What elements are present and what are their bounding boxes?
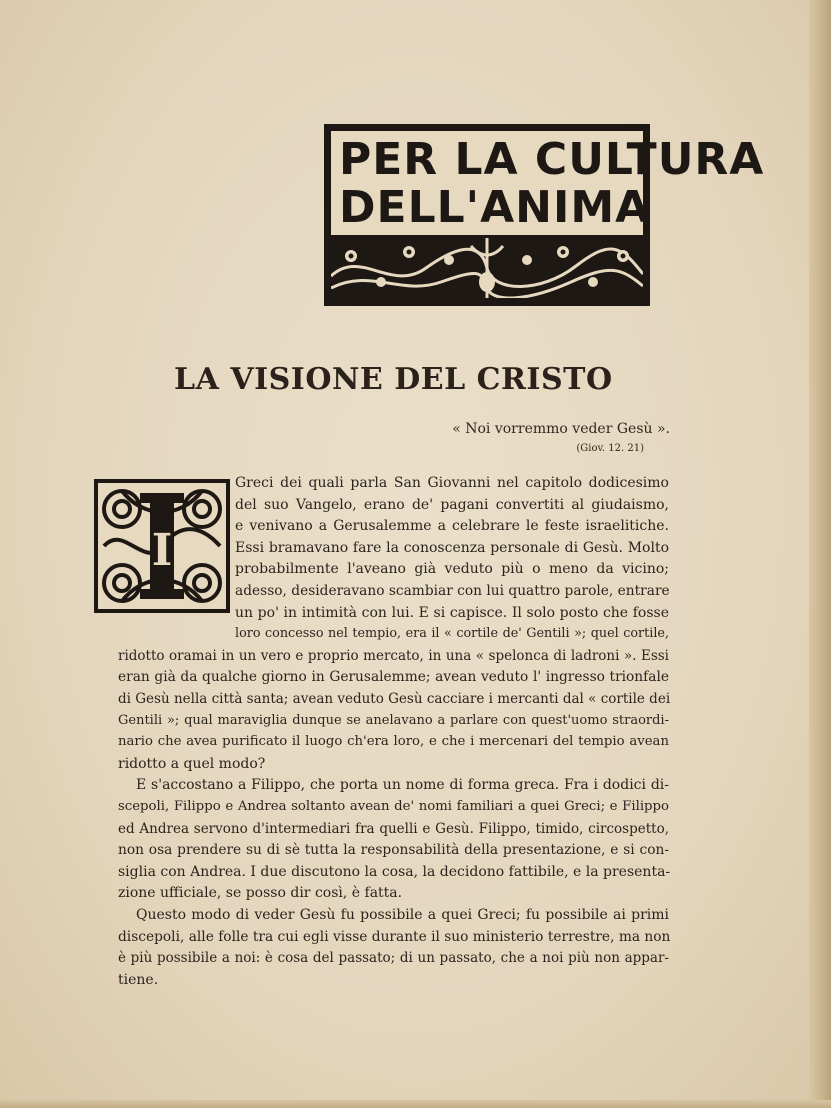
masthead-title-panel <box>331 131 765 235</box>
body-line: loro concesso nel tempio, era il « cortile de' Gentili »; quel cortile, <box>235 626 669 642</box>
body-line: E s'accostano a Filippo, che porta un nome di forma greca. Fra i dodici di- <box>136 777 669 794</box>
body-line: ed Andrea servono d'intermediari fra quelli e Gesù. Filippo, timido, circospetto, <box>118 820 669 837</box>
page-edge-bottom <box>0 1100 831 1108</box>
body-line: Questo modo di veder Gesù fu possibile a quei Greci; fu possibile ai primi <box>136 907 669 923</box>
body-line: del suo Vangelo, erano de' pagani convertiti al giudaismo, <box>235 496 669 513</box>
floral-ornament-icon <box>331 238 643 298</box>
body-line: scepoli, Filippo e Andrea soltanto avean de' nomi familiari a quei Greci; e Filippo <box>118 799 669 814</box>
masthead-line-2: DELL'ANIMA <box>339 182 651 233</box>
decorated-initial-icon <box>94 479 230 613</box>
body-line: zione ufficiale, se posso dir così, è fatta. <box>118 885 403 902</box>
body-line: Essi bramavano fare la conoscenza personale di Gesù. Molto <box>235 539 669 556</box>
masthead-logo <box>324 124 765 306</box>
epigraph-quote: « Noi vorremmo veder Gesù ». <box>452 421 670 437</box>
masthead-line-1: PER LA CULTURA <box>339 134 765 185</box>
body-line: eran già da qualche giorno in Gerusalemme; avean veduto l' ingresso trionfale <box>118 669 669 686</box>
body-line: discepoli, alle folle tra cui egli visse durante il suo ministerio terrestre, ma non <box>118 928 671 945</box>
body-line: di Gesù nella città santa; avean veduto Gesù cacciare i mercanti dal « cortile dei <box>118 691 671 707</box>
page-edge-right <box>809 0 831 1108</box>
body-line: e venivano a Gerusalemme a celebrare le feste israelitiche. <box>235 518 669 535</box>
article-title: LA VISIONE DEL CRISTO <box>174 362 613 397</box>
body-line: un po' in intimità con lui. E si capisce. Il solo posto che fosse <box>235 604 669 621</box>
body-line: ridotto oramai in un vero e proprio mercato, in una « spelonca di ladroni ». Essi <box>118 647 669 664</box>
body-line: ridotto a quel modo? <box>118 755 266 772</box>
svg-text:I: I <box>151 525 173 576</box>
body-line: probabilmente l'aveano già veduto più o meno da vicino; <box>235 561 669 578</box>
body-line: nario che avea purificato il luogo ch'era loro, e che i mercenari del tempio avean <box>118 734 669 750</box>
body-line: non osa prendere su di sè tutta la responsabilità della presentazione, e si con- <box>118 842 669 859</box>
epigraph-citation: (Giov. 12. 21) <box>576 443 644 454</box>
body-line: adesso, desideravano scambiar con lui quattro parole, entrare <box>235 583 670 599</box>
body-line: tiene. <box>118 971 159 988</box>
body-line: Greci dei quali parla San Giovanni nel capitolo dodicesimo <box>235 475 669 491</box>
body-line: è più possibile a noi: è cosa del passato; di un passato, che a noi più non appar- <box>118 950 669 967</box>
body-line: siglia con Andrea. I due discutono la cosa, la decidono fattibile, e la presenta- <box>118 863 671 880</box>
body-line: Gentili »; qual maraviglia dunque se anelavano a parlare con quest'uomo straordi- <box>118 712 669 728</box>
